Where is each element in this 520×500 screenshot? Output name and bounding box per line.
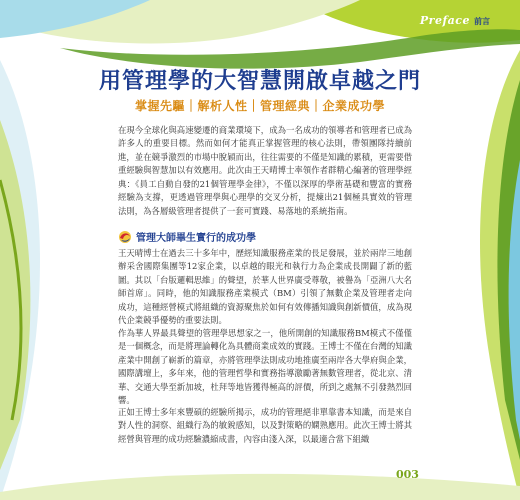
- subtitle: 掌握先驅｜解析人性｜管理經典｜企業成功學: [134, 99, 385, 113]
- page-title: 用管理學的大智慧開啟卓越之門: [98, 68, 421, 94]
- section-paragraph-2: 作為華人界最具聲望的管理學思想家之一，他所開創的知識服務BM模式不僅僅是一個概念，而是將理論轉化為具體商業成效的實踐。王博士不僅在台灣的知識產業中開創了嶄新的篇章，亦將管理學法則成功地推廣至兩岸各大學府與企業，國際講壇上，多年來，他的管理哲學和實務指導激勵著無數管理者，從北京、清華、交通大學至新加坡，杜拜等地皆獲得極高的評價，所到之處無不引發熱烈回響。: [118, 328, 412, 406]
- swirl-icon: [118, 230, 132, 244]
- page-number: 003: [396, 468, 419, 481]
- intro-paragraph: 在現今全球化與高速變遷的商業環境下，成為一名成功的領導者和管理者已成為許多人的重要目標。然而如何才能真正掌握管理的核心法則，帶領團隊持續前進，並在競爭激烈的市場中脫穎而出，往往需要的不僅是知識的累積，更需要借重經驗與智慧加以有效應用。此次由王天晴博士率領作者群精心編著的管理學經典：《員工自動自發的21個管理學金律》，不僅以深厚的學術基礎和豐富的實務經驗為支撐，更透過管理學與心理學的交叉分析，提煉出21個極具實效的管理法則，為各層級管理者提供了一套可實踐、易落地的系統指南。: [118, 125, 412, 216]
- bottom-wave: [0, 474, 520, 500]
- section-heading: [118, 229, 256, 244]
- preface-chinese-label: 前言: [474, 17, 490, 26]
- preface-header-tag: [420, 14, 490, 27]
- section-heading-label: 管理大師畢生實行的成功學: [136, 233, 256, 244]
- preface-english-label: Preface: [419, 14, 470, 27]
- section-paragraph-1: 王天晴博士在過去三十多年中，歷經知識服務產業的長足發展，並於兩岸三地創辦采舍國際集團等12家企業，以卓越的眼光和執行力為企業成長開闢了新的藍圖。其以「台版邏輯思維」的聲望，於華人世界廣受尊敬，被譽為「亞洲八大名師首席」。同時，他的知識服務產業模式（BM）引領了無數企業及管理者走向成功，這種經營模式將組織的資源聚焦於如何有效傳播知識與創新價值，成為現代企業競爭優勢的重要法則。: [118, 248, 412, 326]
- section-paragraph-3: 正如王博士多年來豐碩的經驗所揭示，成功的管理絕非單靠書本知識，而是來自對人性的洞察、組織行為的敏銳感知，以及對策略的嫻熟應用。此次王博士將其經營與管理的成功經驗濃縮成書，內容由淺入深，以最適合當下組織: [118, 407, 412, 444]
